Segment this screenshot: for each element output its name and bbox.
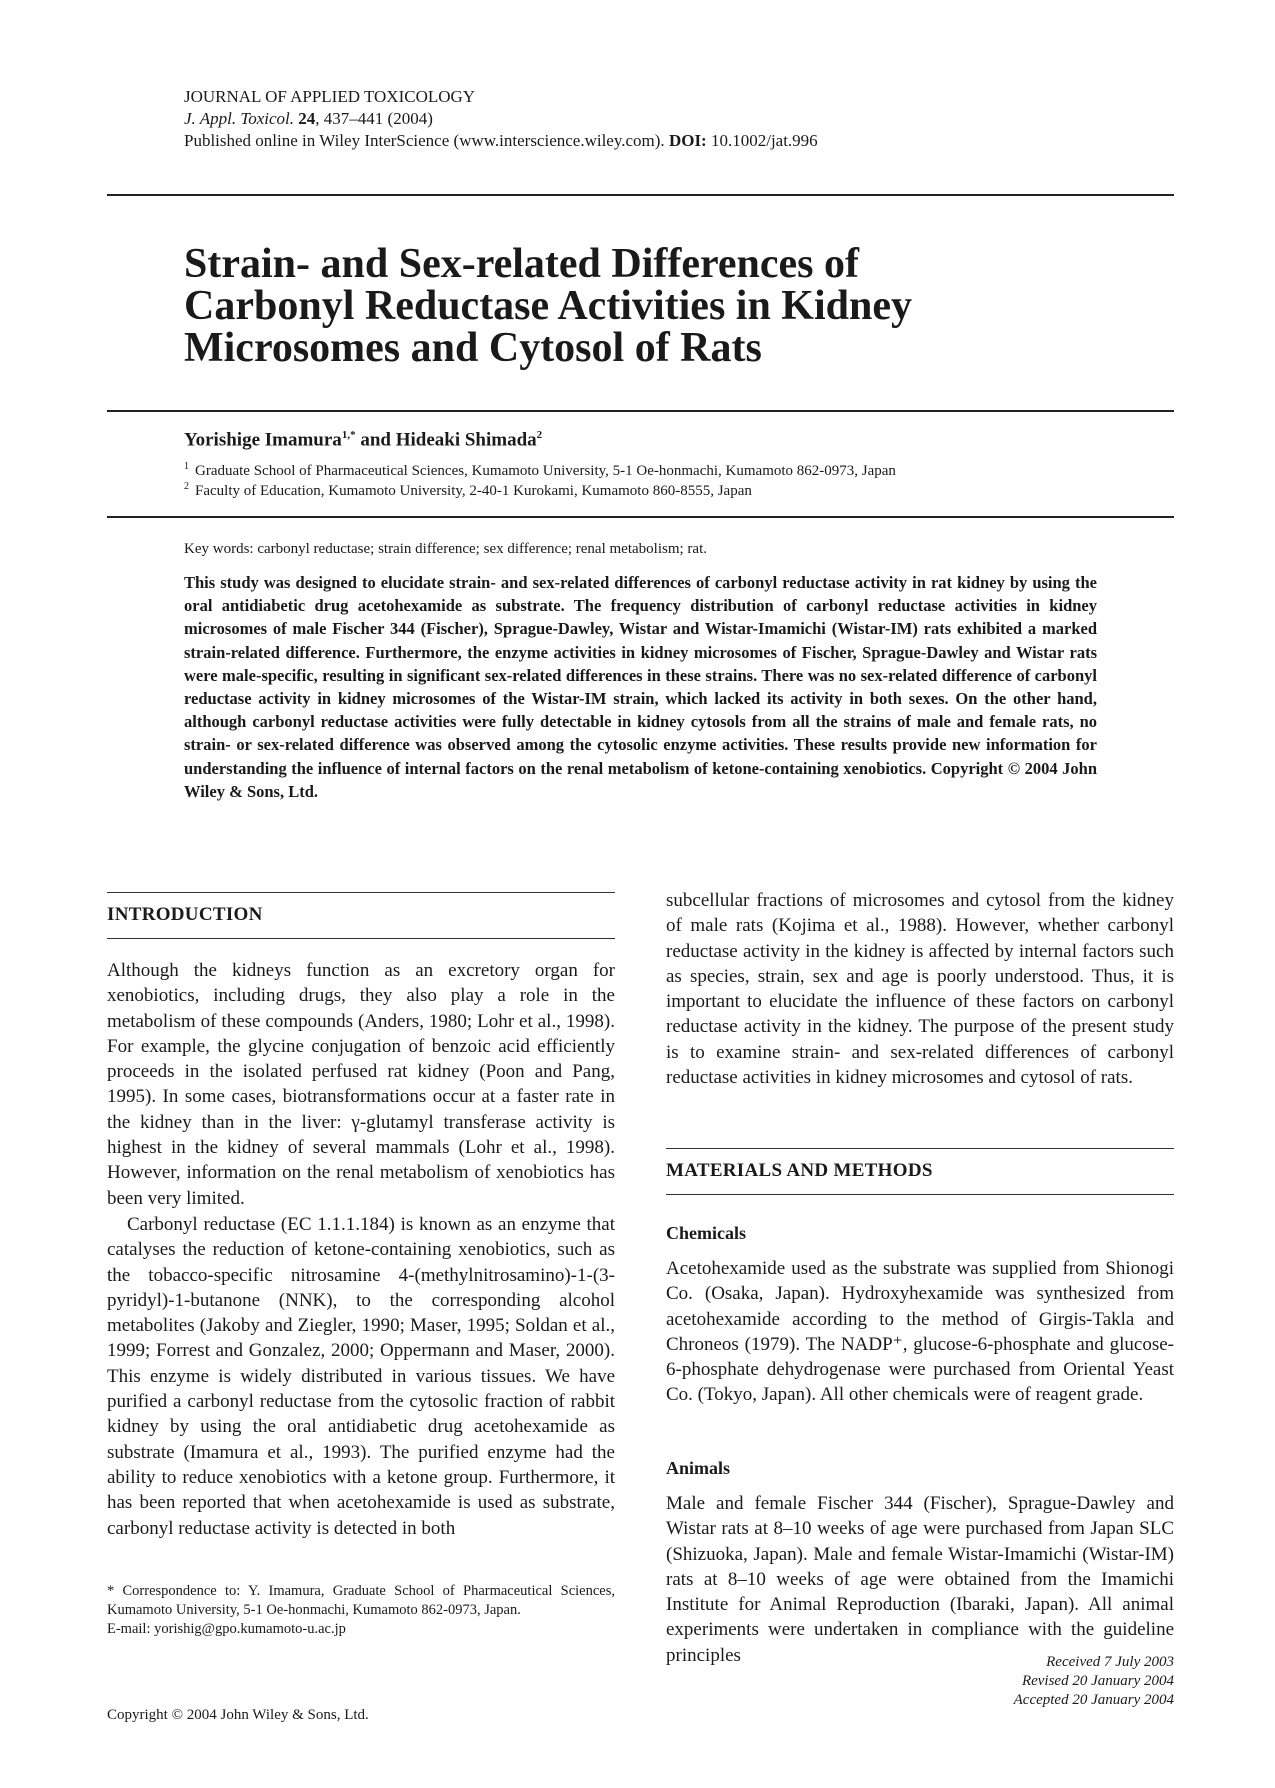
intro-paragraph-1: Although the kidneys function as an excretory organ for xenobiotics, including drugs, they also play a role in the metabolism of these compounds (Anders, 1980; Lohr et al., 1998). For example, the glycine conjugation of benzoic acid efficiently proceeds in the isolated perfused rat kidney (Poon and Pang, 1995). In some cases, biotransformations occur at a faster rate in the kidney than in the liver: γ-glutamyl transferase activity is highest in the kidney of several mammals (Lohr et al., 1998). However, information on the renal metabolism of xenobiotics has been very limited. [107,960,615,1209]
publication-info: Published online in Wiley InterScience (www.interscience.wiley.com). DOI: 10.1002/jat.996 [184,131,818,150]
chemicals-paragraph: Acetohexamide used as the substrate was supplied from Shionogi Co. (Osaka, Japan). Hydroxyhexamide was synthesized from acetohexamide according to the method of Girgis-Takla and Chroneos (1979). The NADP⁺, glucose-6-phosphate and glucose-6-phosphate dehydrogenase were purchased from Oriental Yeast Co. (Tokyo, Japan). All other chemicals were of reagent grade. [666,1258,1174,1406]
keywords: Key words: carbonyl reductase; strain difference; sex difference; renal metabolism; rat. [184,541,707,557]
affiliation-2: $^2$ Faculty of Education, Kumamoto University, 2-40-1 Kurokami, Kumamoto 860-8555, Japan [184,481,752,499]
article-title: Strain- and Sex-related Differences of Carbonyl Reductase Activities in Kidney Microsomes and Cytosol of Rats [184,241,913,371]
intro-rule-bottom [107,938,615,939]
methods-rule-bottom [666,1194,1174,1195]
abstract: This study was designed to elucidate strain- and sex-related differences of carbonyl reductase activity in rat kidney by using the oral antidiabetic drug acetohexamide as substrate. The frequency distribution of carbonyl reductase activities in kidney microsomes of male Fischer 344 (Fischer), Sprague-Dawley, Wistar and Wistar-Imamichi (Wistar-IM) rats exhibited a marked strain-related difference. Furthermore, the enzyme activities in kidney microsomes of Fischer, Sprague-Dawley and Wistar rats were male-specific, resulting in significant sex-related differences in these strains. There was no sex-related difference of carbonyl reductase activity in kidney microsomes of the Wistar-IM strain, which lacked its activity in both sexes. On the other hand, although carbonyl reductase activities were fully detectable in kidney cytosols from all the strains of male and female rats, no strain- or sex-related difference was observed among the cytosolic enzyme activities. These results provide new information for understanding the influence of internal factors on the renal metabolism of ketone-containing xenobiotics. Copyright © 2004 John Wiley & Sons, Ltd. [184,573,1097,801]
methods-heading: MATERIALS AND METHODS [666,1160,933,1181]
affiliation-1: $^1$ Graduate School of Pharmaceutical Sciences, Kumamoto University, 5-1 Oe-honmachi, Kumamoto 862-0973, Japan [184,461,896,479]
journal-header [184,86,818,152]
chemicals-heading: Chemicals [666,1223,746,1243]
title-divider [107,410,1174,412]
intro-paragraph-3: subcellular fractions of microsomes and cytosol from the kidney of male rats (Kojima et al., 1988). However, whether carbonyl reductase activity in the kidney is affected by internal factors such as species, strain, sex and age is poorly understood. Thus, it is important to elucidate the influence of these factors on carbonyl reductase activity in the kidney. The purpose of the present study is to examine strain- and sex-related differences of carbonyl reductase activities in kidney microsomes and cytosol of rats. [666,890,1174,1089]
introduction-heading: INTRODUCTION [107,904,263,925]
copyright-notice: Copyright © 2004 John Wiley & Sons, Ltd. [107,1707,369,1723]
journal-citation: J. Appl. Toxicol. 24, 437–441 (2004) [184,109,433,128]
article-dates: Received 7 July 2003 Revised 20 January 2004 Accepted 20 January 2004 [1013,1654,1174,1708]
intro-rule-top [107,892,615,893]
animals-heading: Animals [666,1458,731,1478]
doi-link[interactable]: 10.1002/jat.996 [710,131,818,150]
correspondence-footnote: * Correspondence to: Y. Imamura, Graduate School of Pharmaceutical Sciences, Kumamoto University, 5-1 Oe-honmachi, Kumamoto 862-0973, Japan. E-mail: yorishig@gpo.kumamoto-u.ac.jp [107,1583,615,1637]
affiliation-divider [107,516,1174,518]
email-link[interactable]: E-mail: yorishig@gpo.kumamoto-u.ac.jp [107,1621,346,1637]
animals-paragraph: Male and female Fischer 344 (Fischer), Sprague-Dawley and Wistar rats at 8–10 weeks of age were purchased from Japan SLC (Shizuoka, Japan). Male and female Wistar-Imamichi (Wistar-IM) rats at 8–10 weeks of age were obtained from the Imamichi Institute for Animal Reproduction (Ibaraki, Japan). All animal experiments were undertaken in compliance with the guideline principles [666,1493,1174,1666]
author-list: Yorishige Imamura$^{1,*}$ and Hideaki Shimada$^2$ [184,429,543,451]
header-divider [107,194,1174,196]
journal-name: JOURNAL OF APPLIED TOXICOLOGY [184,87,476,106]
methods-rule-top [666,1148,1174,1149]
intro-paragraph-2: Carbonyl reductase (EC 1.1.1.184) is known as an enzyme that catalyses the reduction of ketone-containing xenobiotics, such as the tobacco-specific nitrosamine 4-(methylnitrosamino)-1-(3-pyridyl)-1-butanone (NNK), to the corresponding alcohol metabolites (Jakoby and Ziegler, 1990; Maser, 1995; Soldan et al., 1999; Forrest and Gonzalez, 2000; Oppermann and Maser, 2000). This enzyme is widely distributed in various tissues. We have purified a carbonyl reductase from the cytosolic fraction of rabbit kidney by using the oral antidiabetic drug acetohexamide as substrate (Imamura et al., 1993). The purified enzyme had the ability to reduce xenobiotics with a ketone group. Furthermore, it has been reported that when acetohexamide is used as substrate, carbonyl reductase activity is detected in both [107,1214,615,1539]
